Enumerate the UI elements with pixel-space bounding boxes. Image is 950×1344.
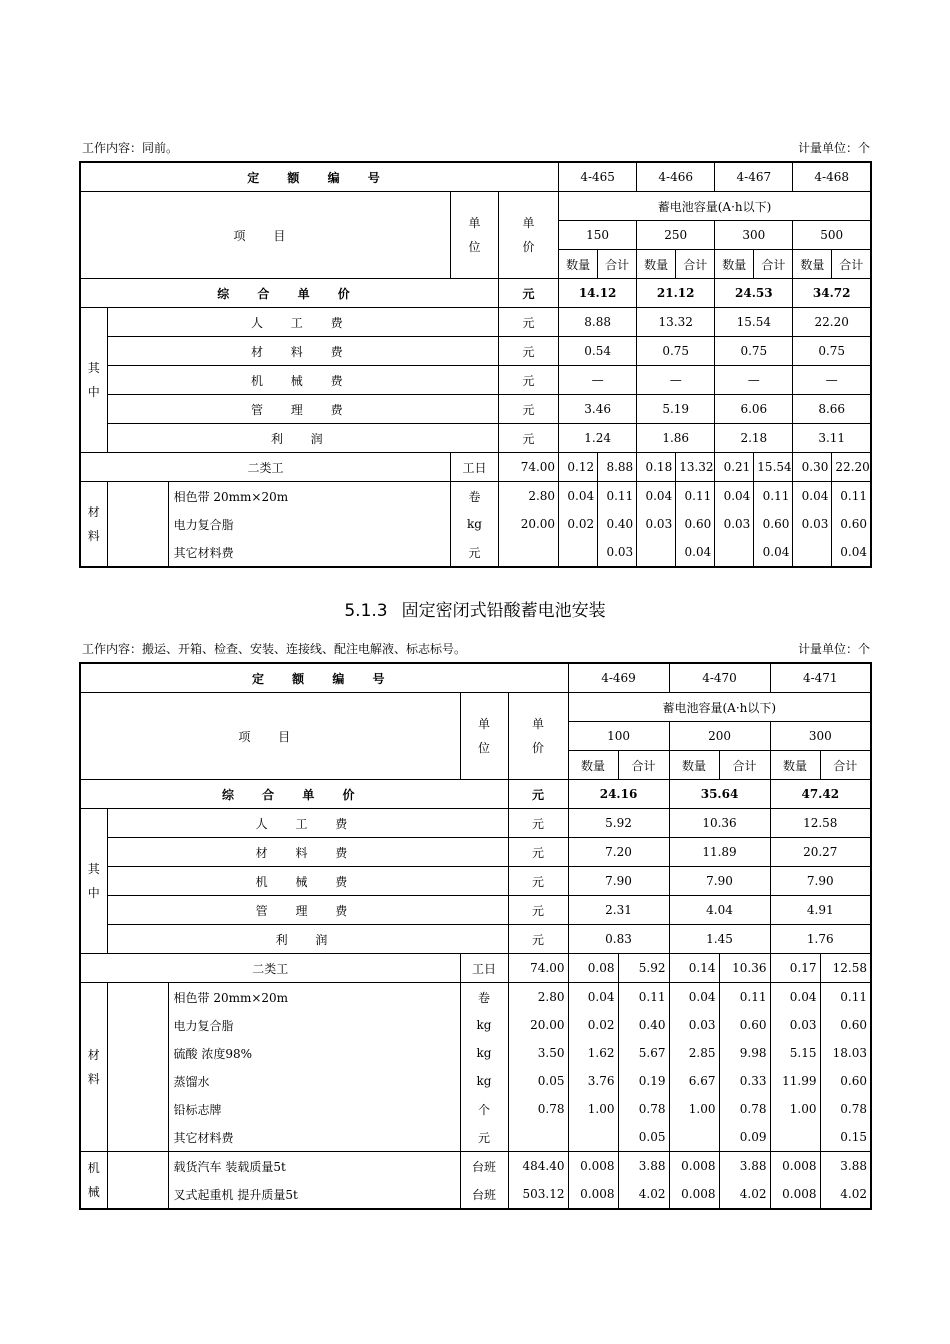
among-item-unit: 元 xyxy=(498,366,558,395)
summary-value: 24.16 xyxy=(568,780,669,809)
table-row xyxy=(80,1152,871,1181)
materials-price: 0.78 xyxy=(508,1095,568,1123)
capacity-header: 蓄电池容量(A·h以下) xyxy=(568,693,871,722)
among-item-value: 7.20 xyxy=(568,838,669,867)
labor-unit: 工日 xyxy=(460,954,508,983)
materials-cell xyxy=(715,538,754,567)
qty-header: 数量 xyxy=(669,751,719,780)
machinery-cell: 0.008 xyxy=(770,1152,820,1181)
materials-cell: 0.04 xyxy=(770,983,820,1012)
table-row xyxy=(80,925,871,954)
sum-header: 合计 xyxy=(820,751,871,780)
materials-cell: 0.11 xyxy=(618,983,669,1012)
table-row xyxy=(80,693,871,722)
among-item-value: — xyxy=(715,366,793,395)
table-row xyxy=(80,896,871,925)
summary-value: 35.64 xyxy=(669,780,770,809)
materials-cell: 1.62 xyxy=(568,1039,618,1067)
qty-header: 数量 xyxy=(637,250,676,279)
quota-code: 4-466 xyxy=(637,162,715,192)
among-item-unit: 元 xyxy=(498,395,558,424)
among-item-value: 11.89 xyxy=(669,838,770,867)
labor-cell: 0.21 xyxy=(715,453,754,482)
table-row xyxy=(80,780,871,809)
materials-cell: 0.03 xyxy=(770,1011,820,1039)
materials-name: 相色带 20mm×20m xyxy=(168,983,460,1012)
table-row xyxy=(80,1067,871,1095)
table-row xyxy=(80,366,871,395)
among-item-value: — xyxy=(559,366,637,395)
sum-header: 合计 xyxy=(754,250,793,279)
materials-cell: 0.40 xyxy=(598,510,637,538)
item-header: 项 目 xyxy=(80,192,450,279)
materials-cell: 0.11 xyxy=(719,983,770,1012)
machinery-price: 503.12 xyxy=(508,1180,568,1209)
labor-cell: 0.17 xyxy=(770,954,820,983)
unit-header: 单 位 xyxy=(460,693,508,780)
materials-cell: 0.03 xyxy=(598,538,637,567)
materials-cell xyxy=(637,538,676,567)
machinery-cell: 3.88 xyxy=(820,1152,871,1181)
materials-cell: 0.04 xyxy=(754,538,793,567)
materials-cell: 1.00 xyxy=(568,1095,618,1123)
work-content-label: 工作内容：同前。 xyxy=(82,141,179,155)
summary-value: 24.53 xyxy=(715,279,793,308)
materials-spacer xyxy=(107,482,168,568)
among-item-value: 3.11 xyxy=(793,424,871,453)
materials-name: 蒸馏水 xyxy=(168,1067,460,1095)
qty-header: 数量 xyxy=(770,751,820,780)
among-item-label: 机 械 费 xyxy=(107,867,508,896)
materials-cell: 0.78 xyxy=(618,1095,669,1123)
materials-unit: 元 xyxy=(460,1123,508,1152)
among-item-unit: 元 xyxy=(508,867,568,896)
qty-header: 数量 xyxy=(568,751,618,780)
materials-cell: 5.67 xyxy=(618,1039,669,1067)
among-item-value: 13.32 xyxy=(637,308,715,337)
sum-header: 合计 xyxy=(598,250,637,279)
qty-header: 数量 xyxy=(715,250,754,279)
labor-unit: 工日 xyxy=(450,453,498,482)
sum-header: 合计 xyxy=(618,751,669,780)
among-item-value: 0.75 xyxy=(715,337,793,366)
table-row xyxy=(80,1180,871,1209)
materials-cell: 0.05 xyxy=(618,1123,669,1152)
labor-label: 二类工 xyxy=(80,453,450,482)
materials-cell: 0.04 xyxy=(669,983,719,1012)
among-item-value: 20.27 xyxy=(770,838,871,867)
materials-cell: 0.11 xyxy=(676,482,715,511)
materials-name: 其它材料费 xyxy=(168,538,450,567)
among-item-value: 12.58 xyxy=(770,809,871,838)
table-row xyxy=(80,1095,871,1123)
among-item-value: 8.66 xyxy=(793,395,871,424)
machinery-cell: 0.008 xyxy=(568,1152,618,1181)
machinery-unit: 台班 xyxy=(460,1152,508,1181)
materials-cell: 0.11 xyxy=(598,482,637,511)
among-item-value: 0.75 xyxy=(793,337,871,366)
among-item-unit: 元 xyxy=(498,424,558,453)
among-item-value: 1.45 xyxy=(669,925,770,954)
price-header: 单 价 xyxy=(508,693,568,780)
work-content-label: 工作内容：搬运、开箱、检查、安装、连接线、配注电解液、标志标号。 xyxy=(82,642,467,656)
materials-cell: 0.04 xyxy=(793,482,832,511)
materials-cell: 0.78 xyxy=(820,1095,871,1123)
materials-price: 3.50 xyxy=(508,1039,568,1067)
materials-cell: 11.99 xyxy=(770,1067,820,1095)
materials-cell: 0.11 xyxy=(754,482,793,511)
among-label: 其 中 xyxy=(80,308,107,453)
capacity-value: 100 xyxy=(568,722,669,751)
among-item-unit: 元 xyxy=(508,896,568,925)
labor-price: 74.00 xyxy=(508,954,568,983)
unit-note-label: 计量单位：个 xyxy=(797,642,870,656)
labor-cell: 15.54 xyxy=(754,453,793,482)
among-item-label: 管 理 费 xyxy=(107,896,508,925)
section-title-text: 固定密闭式铅酸蓄电池安装 xyxy=(401,601,606,621)
among-item-value: 1.86 xyxy=(637,424,715,453)
capacity-header: 蓄电池容量(A·h以下) xyxy=(559,192,871,221)
labor-cell: 13.32 xyxy=(676,453,715,482)
materials-cell: 9.98 xyxy=(719,1039,770,1067)
table-row xyxy=(80,482,871,511)
section-title xyxy=(0,596,950,621)
materials-cell: 0.33 xyxy=(719,1067,770,1095)
section1-caption xyxy=(82,139,870,156)
among-item-label: 人 工 费 xyxy=(107,809,508,838)
materials-unit: 卷 xyxy=(460,983,508,1012)
among-item-label: 利 润 xyxy=(107,925,508,954)
materials-price: 2.80 xyxy=(498,482,558,511)
machinery-spacer xyxy=(107,1152,168,1210)
among-item-value: 7.90 xyxy=(669,867,770,896)
materials-name: 电力复合脂 xyxy=(168,1011,460,1039)
materials-cell: 3.76 xyxy=(568,1067,618,1095)
materials-label: 材 料 xyxy=(80,482,107,568)
qty-header: 数量 xyxy=(559,250,598,279)
materials-spacer xyxy=(107,983,168,1152)
table-row xyxy=(80,308,871,337)
machinery-name: 叉式起重机 提升质量5t xyxy=(168,1180,460,1209)
materials-cell: 0.04 xyxy=(637,482,676,511)
summary-label: 综 合 单 价 xyxy=(80,780,508,809)
among-item-value: 1.24 xyxy=(559,424,637,453)
materials-cell: 0.04 xyxy=(568,983,618,1012)
among-item-value: 0.83 xyxy=(568,925,669,954)
labor-cell: 0.18 xyxy=(637,453,676,482)
quota-code: 4-468 xyxy=(793,162,871,192)
materials-cell: 0.03 xyxy=(637,510,676,538)
among-item-value: 5.92 xyxy=(568,809,669,838)
labor-cell: 10.36 xyxy=(719,954,770,983)
materials-name: 硫酸 浓度98% xyxy=(168,1039,460,1067)
summary-label: 综 合 单 价 xyxy=(80,279,498,308)
among-item-value: 7.90 xyxy=(770,867,871,896)
table-row xyxy=(80,510,871,538)
materials-cell: 0.02 xyxy=(559,510,598,538)
materials-cell: 0.02 xyxy=(568,1011,618,1039)
table-row xyxy=(80,983,871,1012)
qty-header: 数量 xyxy=(793,250,832,279)
among-item-value: 15.54 xyxy=(715,308,793,337)
materials-cell: 0.60 xyxy=(820,1011,871,1039)
table-row xyxy=(80,192,871,221)
materials-price: 20.00 xyxy=(498,510,558,538)
materials-cell: 0.03 xyxy=(669,1011,719,1039)
among-item-value: 4.04 xyxy=(669,896,770,925)
labor-cell: 0.12 xyxy=(559,453,598,482)
materials-cell xyxy=(568,1123,618,1152)
table-row xyxy=(80,1039,871,1067)
materials-unit: kg xyxy=(460,1067,508,1095)
materials-cell: 1.00 xyxy=(669,1095,719,1123)
materials-unit: 元 xyxy=(450,538,498,567)
quota-no-header: 定 额 编 号 xyxy=(80,162,559,192)
materials-cell: 18.03 xyxy=(820,1039,871,1067)
materials-cell xyxy=(770,1123,820,1152)
among-item-label: 利 润 xyxy=(107,424,498,453)
unit-note-label: 计量单位：个 xyxy=(797,141,870,155)
capacity-value: 300 xyxy=(770,722,871,751)
among-item-value: 4.91 xyxy=(770,896,871,925)
summary-value: 14.12 xyxy=(559,279,637,308)
materials-label: 材 料 xyxy=(80,983,107,1152)
quota-code: 4-471 xyxy=(770,663,871,693)
table-row xyxy=(80,1123,871,1152)
machinery-cell: 0.008 xyxy=(669,1152,719,1181)
materials-price: 20.00 xyxy=(508,1011,568,1039)
materials-cell: 1.00 xyxy=(770,1095,820,1123)
materials-cell: 0.04 xyxy=(559,482,598,511)
materials-cell xyxy=(793,538,832,567)
among-item-unit: 元 xyxy=(498,308,558,337)
among-item-label: 材 料 费 xyxy=(107,337,498,366)
labor-cell: 5.92 xyxy=(618,954,669,983)
materials-cell: 0.40 xyxy=(618,1011,669,1039)
materials-cell: 0.03 xyxy=(793,510,832,538)
table-row xyxy=(80,867,871,896)
materials-cell: 0.19 xyxy=(618,1067,669,1095)
materials-unit: kg xyxy=(450,510,498,538)
materials-cell: 2.85 xyxy=(669,1039,719,1067)
machinery-cell: 4.02 xyxy=(820,1180,871,1209)
among-item-value: 0.54 xyxy=(559,337,637,366)
machinery-cell: 3.88 xyxy=(618,1152,669,1181)
capacity-value: 200 xyxy=(669,722,770,751)
among-item-value: 0.75 xyxy=(637,337,715,366)
among-item-label: 材 料 费 xyxy=(107,838,508,867)
materials-cell: 0.60 xyxy=(719,1011,770,1039)
materials-cell: 0.11 xyxy=(832,482,871,511)
capacity-value: 300 xyxy=(715,221,793,250)
machinery-cell: 3.88 xyxy=(719,1152,770,1181)
materials-unit: 个 xyxy=(460,1095,508,1123)
among-item-label: 人 工 费 xyxy=(107,308,498,337)
table-row xyxy=(80,279,871,308)
unit-header: 单 位 xyxy=(450,192,498,279)
table-row xyxy=(80,663,871,693)
materials-cell: 0.60 xyxy=(676,510,715,538)
labor-cell: 12.58 xyxy=(820,954,871,983)
among-item-value: 2.18 xyxy=(715,424,793,453)
table-row xyxy=(80,809,871,838)
quota-code: 4-467 xyxy=(715,162,793,192)
table-row xyxy=(80,395,871,424)
among-item-value: 2.31 xyxy=(568,896,669,925)
materials-price xyxy=(508,1123,568,1152)
machinery-unit: 台班 xyxy=(460,1180,508,1209)
materials-unit: kg xyxy=(460,1039,508,1067)
materials-cell: 0.09 xyxy=(719,1123,770,1152)
table-row xyxy=(80,337,871,366)
price-header: 单 价 xyxy=(498,192,558,279)
sum-header: 合计 xyxy=(832,250,871,279)
summary-value: 21.12 xyxy=(637,279,715,308)
quota-no-header: 定 额 编 号 xyxy=(80,663,568,693)
item-header: 项 目 xyxy=(80,693,460,780)
sum-header: 合计 xyxy=(676,250,715,279)
among-item-unit: 元 xyxy=(498,337,558,366)
sum-header: 合计 xyxy=(719,751,770,780)
section2-caption xyxy=(82,640,870,657)
machinery-cell: 4.02 xyxy=(719,1180,770,1209)
materials-cell: 0.15 xyxy=(820,1123,871,1152)
labor-cell: 0.30 xyxy=(793,453,832,482)
among-item-unit: 元 xyxy=(508,809,568,838)
among-item-value: 10.36 xyxy=(669,809,770,838)
materials-cell: 0.11 xyxy=(820,983,871,1012)
among-item-value: 7.90 xyxy=(568,867,669,896)
summary-value: 34.72 xyxy=(793,279,871,308)
table-row xyxy=(80,1011,871,1039)
among-item-value: — xyxy=(637,366,715,395)
among-item-value: 6.06 xyxy=(715,395,793,424)
quota-table-2 xyxy=(79,662,872,1210)
materials-name: 铅标志牌 xyxy=(168,1095,460,1123)
materials-cell: 0.60 xyxy=(820,1067,871,1095)
materials-cell: 5.15 xyxy=(770,1039,820,1067)
capacity-value: 500 xyxy=(793,221,871,250)
labor-cell: 22.20 xyxy=(832,453,871,482)
materials-cell: 6.67 xyxy=(669,1067,719,1095)
among-item-value: 5.19 xyxy=(637,395,715,424)
summary-value: 47.42 xyxy=(770,780,871,809)
among-item-value: 3.46 xyxy=(559,395,637,424)
labor-cell: 8.88 xyxy=(598,453,637,482)
machinery-cell: 4.02 xyxy=(618,1180,669,1209)
machinery-name: 载货汽车 装载质量5t xyxy=(168,1152,460,1181)
among-item-label: 管 理 费 xyxy=(107,395,498,424)
labor-price: 74.00 xyxy=(498,453,558,482)
table-row xyxy=(80,424,871,453)
among-item-value: 22.20 xyxy=(793,308,871,337)
materials-name: 相色带 20mm×20m xyxy=(168,482,450,511)
quota-table-1 xyxy=(79,161,872,568)
labor-cell: 0.14 xyxy=(669,954,719,983)
materials-name: 电力复合脂 xyxy=(168,510,450,538)
materials-cell: 0.03 xyxy=(715,510,754,538)
materials-cell: 0.60 xyxy=(832,510,871,538)
table-row xyxy=(80,453,871,482)
materials-price: 2.80 xyxy=(508,983,568,1012)
quota-code: 4-469 xyxy=(568,663,669,693)
capacity-value: 150 xyxy=(559,221,637,250)
among-item-value: 8.88 xyxy=(559,308,637,337)
materials-cell xyxy=(669,1123,719,1152)
materials-unit: kg xyxy=(460,1011,508,1039)
table-row xyxy=(80,838,871,867)
materials-cell: 0.04 xyxy=(715,482,754,511)
machinery-cell: 0.008 xyxy=(770,1180,820,1209)
materials-price xyxy=(498,538,558,567)
summary-unit: 元 xyxy=(508,780,568,809)
materials-cell: 0.60 xyxy=(754,510,793,538)
materials-price: 0.05 xyxy=(508,1067,568,1095)
table-row xyxy=(80,162,871,192)
capacity-value: 250 xyxy=(637,221,715,250)
machinery-cell: 0.008 xyxy=(669,1180,719,1209)
table-row xyxy=(80,538,871,567)
quota-code: 4-470 xyxy=(669,663,770,693)
materials-cell xyxy=(559,538,598,567)
among-item-label: 机 械 费 xyxy=(107,366,498,395)
among-item-unit: 元 xyxy=(508,925,568,954)
among-item-unit: 元 xyxy=(508,838,568,867)
machinery-label: 机 械 xyxy=(80,1152,107,1210)
machinery-price: 484.40 xyxy=(508,1152,568,1181)
table-row xyxy=(80,954,871,983)
materials-name: 其它材料费 xyxy=(168,1123,460,1152)
materials-unit: 卷 xyxy=(450,482,498,511)
labor-label: 二类工 xyxy=(80,954,460,983)
machinery-cell: 0.008 xyxy=(568,1180,618,1209)
quota-code: 4-465 xyxy=(559,162,637,192)
labor-cell: 0.08 xyxy=(568,954,618,983)
section-number: 5.1.3 xyxy=(344,601,388,621)
materials-cell: 0.04 xyxy=(676,538,715,567)
summary-unit: 元 xyxy=(498,279,558,308)
among-item-value: — xyxy=(793,366,871,395)
among-label: 其 中 xyxy=(80,809,107,954)
materials-cell: 0.04 xyxy=(832,538,871,567)
materials-cell: 0.78 xyxy=(719,1095,770,1123)
among-item-value: 1.76 xyxy=(770,925,871,954)
